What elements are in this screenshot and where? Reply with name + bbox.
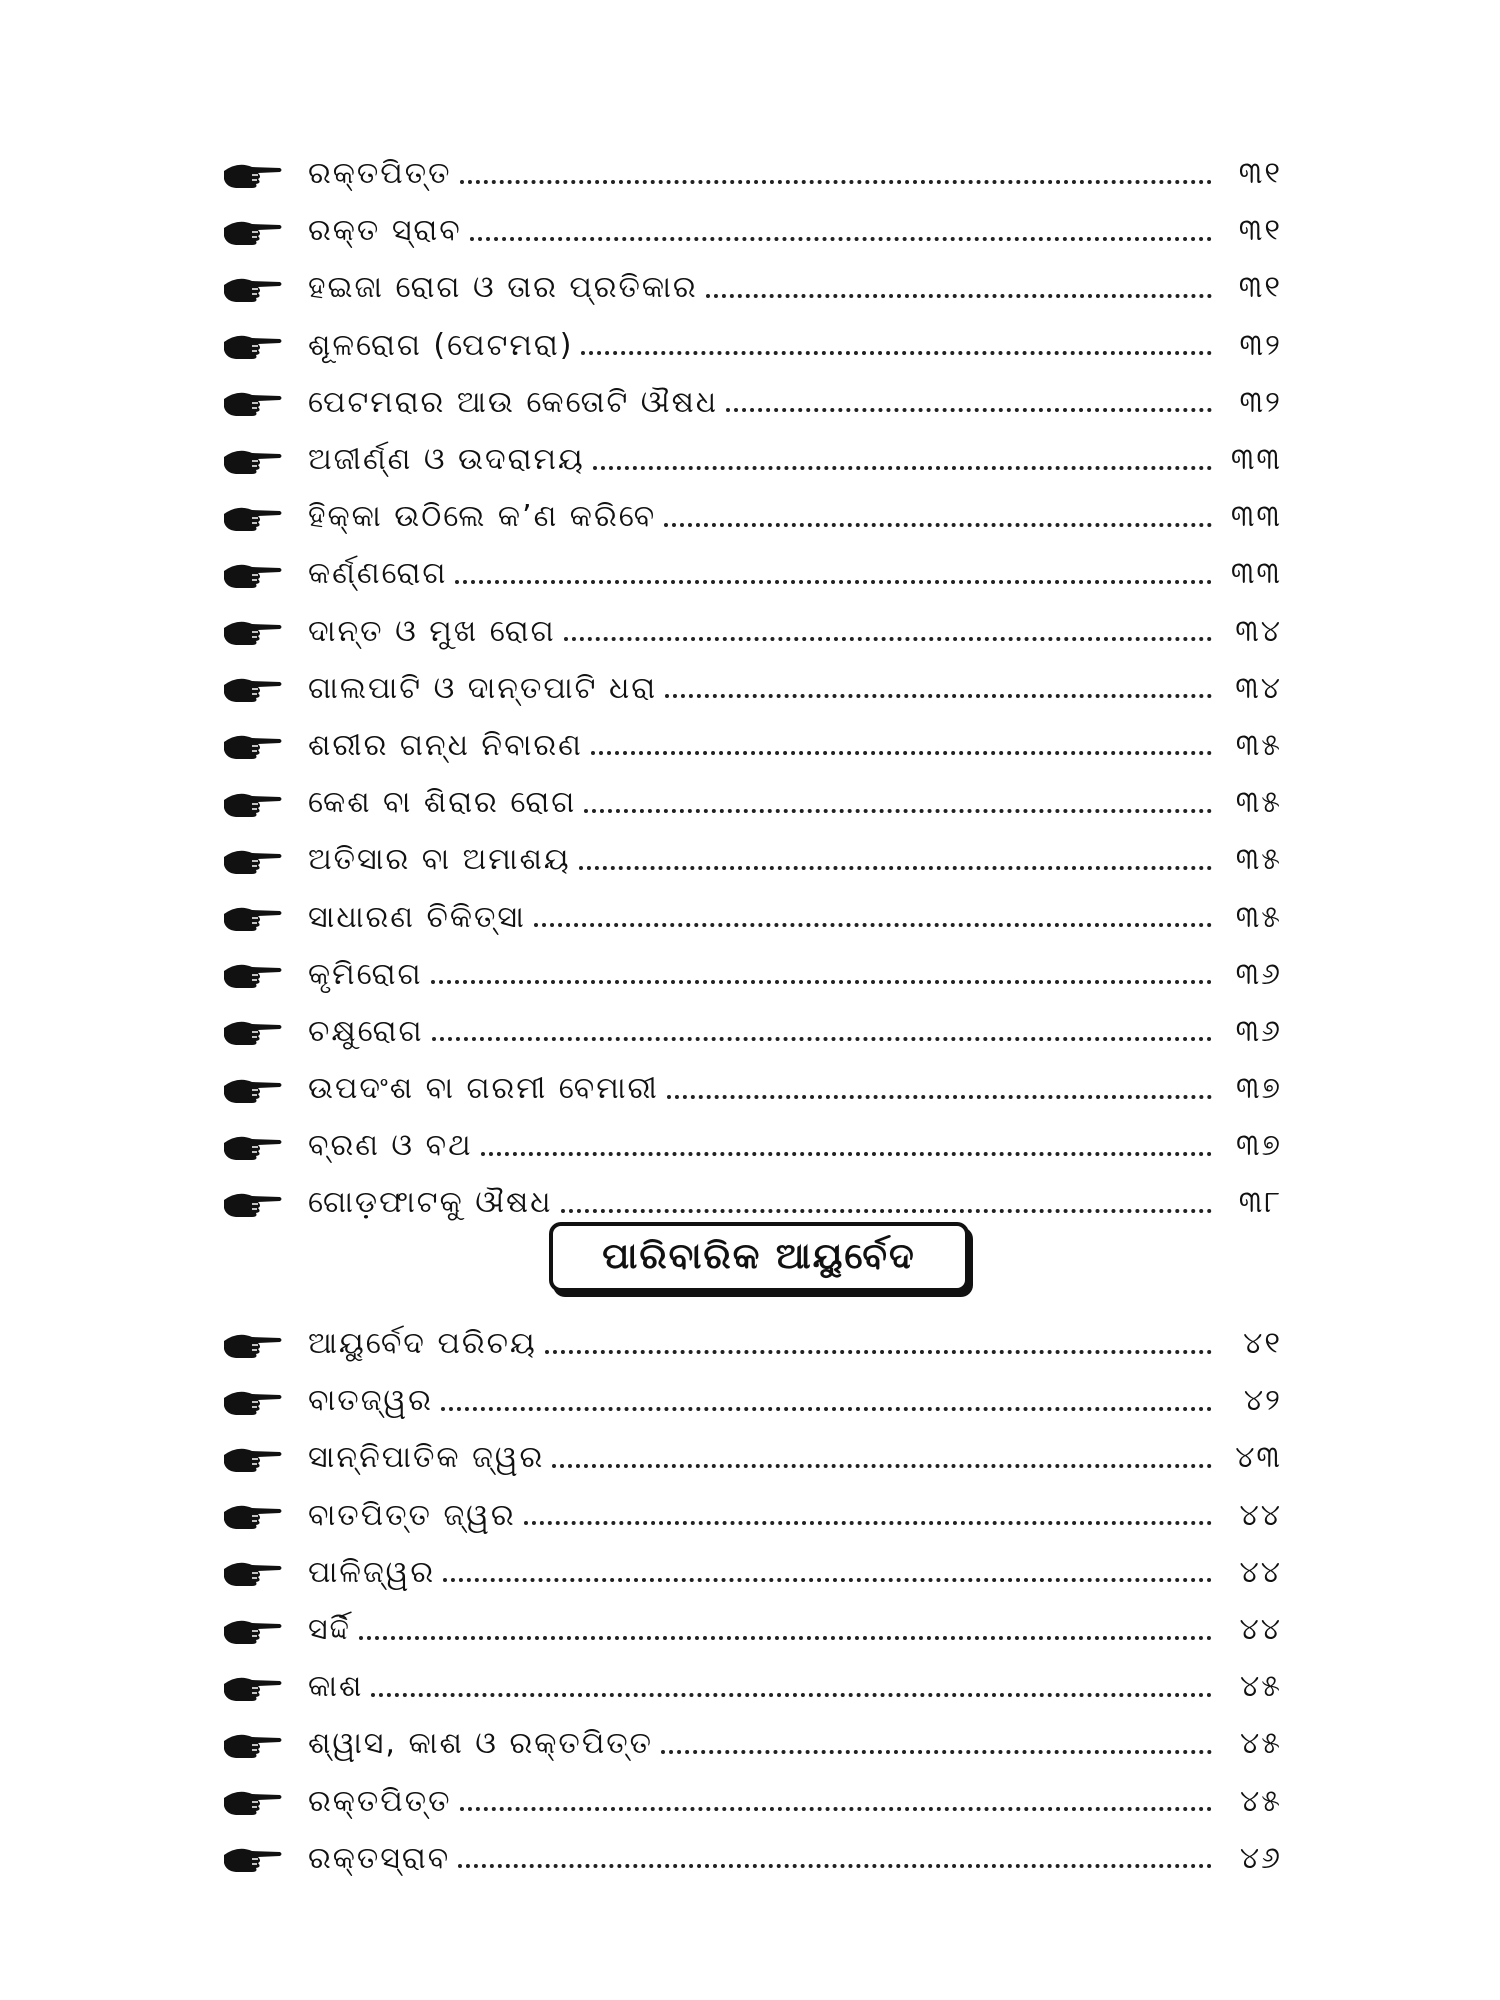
toc-entry-title: ଶ୍ୱାସ, କାଶ ଓ ରକ୍ତପିତ୍ତ (308, 1726, 654, 1762)
pointing-hand-icon (222, 1670, 284, 1704)
toc-entry-title: କାଶ (308, 1669, 364, 1705)
pointing-hand-icon (222, 1727, 284, 1761)
toc-entry-title: ପାଳିଜ୍ୱର (308, 1554, 436, 1590)
toc-entry-title: ଶୂଳରୋଗ (ପେଟମରା) (308, 327, 574, 363)
pointing-hand-icon (222, 1784, 284, 1818)
toc-entry-title: ବ୍ରଣ ଓ ବଥ (308, 1128, 473, 1164)
pointing-hand-icon (222, 614, 284, 648)
dotted-leader (564, 637, 1212, 641)
toc-entry (222, 259, 1282, 316)
dotted-leader (581, 351, 1212, 355)
toc-page-number: ୪୫ (1240, 1669, 1282, 1705)
toc-entry-title: ସାନ୍ନିପାତିକ ଜ୍ୱର (308, 1440, 545, 1476)
toc-entry (222, 202, 1282, 259)
pointing-hand-icon (222, 443, 284, 477)
dotted-leader (579, 866, 1212, 870)
toc-entry (222, 888, 1282, 945)
pointing-hand-icon (222, 157, 284, 191)
dotted-leader (458, 1864, 1212, 1868)
pointing-hand-icon (222, 1072, 284, 1106)
dotted-leader (665, 694, 1212, 698)
toc-page-number: ୪୬ (1239, 1840, 1282, 1876)
toc-entry (222, 717, 1282, 774)
pointing-hand-icon (222, 786, 284, 820)
pointing-hand-icon (222, 1327, 284, 1361)
pointing-hand-icon (222, 1384, 284, 1418)
toc-entry (222, 660, 1282, 717)
toc-page-number: ୩୬ (1235, 1013, 1282, 1049)
toc-entry-title: ସାଧାରଣ ଚିକିତ୍ସା (308, 899, 526, 935)
toc-entry-title: ହଇଜା ରୋଗ ଓ ତାର ପ୍ରତିକାର (308, 270, 698, 306)
pointing-hand-icon (222, 900, 284, 934)
section-heading-box (549, 1222, 969, 1292)
pointing-hand-icon (222, 671, 284, 705)
toc-entry (222, 545, 1282, 602)
toc-entry-title: ଶରୀର ଗନ୍ଧ ନିବାରଣ (308, 727, 583, 763)
toc-entry-title: ଦାନ୍ତ ଓ ମୁଖ ରୋଗ (308, 613, 556, 649)
dotted-leader (667, 1095, 1212, 1099)
toc-entry-title: ହିକ୍‌କା ଉଠିଲେ କ’ଣ କରିବେ (308, 499, 657, 535)
dotted-leader (460, 180, 1212, 184)
toc-page-number: ୩୮ (1238, 1185, 1282, 1221)
toc-page-number: ୩୬ (1235, 956, 1282, 992)
toc-entry-title: ରକ୍ତପିତ୍ତ (308, 1783, 452, 1819)
table-of-contents-section-2 (222, 1315, 1282, 1887)
pointing-hand-icon (222, 1129, 284, 1163)
toc-entry-title: ବାତପିତ୍ତ ଜ୍ୱର (308, 1497, 516, 1533)
toc-entry-title: ରକ୍ତସ୍ରାବ (308, 1840, 451, 1876)
toc-page-number: ୩୨ (1239, 327, 1282, 363)
toc-page-number: ୩୧ (1238, 213, 1282, 249)
pointing-hand-icon (222, 1613, 284, 1647)
dotted-leader (534, 923, 1212, 927)
pointing-hand-icon (222, 1498, 284, 1532)
toc-entry-title: ରକ୍ତ ସ୍ରାବ (308, 213, 462, 249)
dotted-leader (591, 751, 1212, 755)
dotted-leader (432, 1037, 1213, 1041)
dotted-leader (371, 1693, 1212, 1697)
dotted-leader (441, 1407, 1212, 1411)
section-heading-text: ପାରିବାରିକ ଆୟୁର୍ବେଦ (602, 1236, 916, 1277)
toc-entry-title: ରକ୍ତପିତ୍ତ (308, 156, 452, 192)
toc-page-number: ୪୩ (1235, 1440, 1282, 1476)
toc-entry-title: ଗୋଡ଼ଫାଟକୁ ଔଷଧ (308, 1185, 553, 1221)
pointing-hand-icon (222, 1014, 284, 1048)
toc-entry (222, 1003, 1282, 1060)
dotted-leader (561, 1209, 1213, 1213)
toc-entry (222, 1715, 1282, 1772)
toc-entry-title: ଗାଲପାଟି ଓ ଦାନ୍ତପାଟି ଧରା (308, 670, 658, 706)
dotted-leader (443, 1578, 1212, 1582)
dotted-leader (593, 466, 1212, 470)
toc-entry (222, 145, 1282, 202)
toc-entry-title: ଅଜୀର୍ଣ୍ଣ ଓ ଉଦରାମୟ (308, 442, 585, 478)
toc-entry-title: କୃମିରୋଗ (308, 956, 423, 992)
pointing-hand-icon (222, 214, 284, 248)
pointing-hand-icon (222, 1841, 284, 1875)
toc-page-number: ୪୧ (1243, 1326, 1282, 1362)
toc-entry (222, 1060, 1282, 1117)
toc-entry-title: ଆୟୁର୍ବେଦ ପରିଚୟ (308, 1326, 537, 1362)
toc-entry-title: ସର୍ଦ୍ଦି (308, 1612, 352, 1648)
dotted-leader (584, 809, 1212, 813)
dotted-leader (470, 237, 1212, 241)
pointing-hand-icon (222, 328, 284, 362)
pointing-hand-icon (222, 385, 284, 419)
toc-entry (222, 603, 1282, 660)
dotted-leader (455, 580, 1212, 584)
toc-entry-title: ପେଟମରାର ଆଉ କେତୋଟି ଔଷଧ (308, 384, 719, 420)
dotted-leader (664, 523, 1212, 527)
table-of-contents-section-1 (222, 145, 1282, 1232)
toc-page-number: ୩୨ (1239, 384, 1282, 420)
toc-entry (222, 1544, 1282, 1601)
toc-entry-title: ବାତଜ୍ୱର (308, 1383, 433, 1419)
toc-page-number: ୪୫ (1240, 1726, 1282, 1762)
toc-entry (222, 1487, 1282, 1544)
dotted-leader (726, 408, 1212, 412)
toc-entry (222, 431, 1282, 488)
toc-page-number: ୩୩ (1230, 499, 1282, 535)
pointing-hand-icon (222, 1441, 284, 1475)
toc-page-number: ୩୪ (1235, 613, 1282, 649)
toc-page-number: ୩୫ (1235, 785, 1282, 821)
toc-page-number: ୪୨ (1243, 1383, 1282, 1419)
pointing-hand-icon (222, 957, 284, 991)
dotted-leader (552, 1464, 1212, 1468)
toc-entry (222, 946, 1282, 1003)
toc-entry (222, 1429, 1282, 1486)
toc-entry (222, 1601, 1282, 1658)
toc-entry-title: କେଶ ବା ଶିରାର ରୋଗ (308, 785, 577, 821)
toc-entry (222, 1372, 1282, 1429)
pointing-hand-icon (222, 728, 284, 762)
toc-page-number: ୩୭ (1236, 1071, 1282, 1107)
pointing-hand-icon (222, 843, 284, 877)
toc-entry-title: ଉପଦଂଶ ବା ଗରମୀ ବେମାରୀ (308, 1071, 659, 1107)
pointing-hand-icon (222, 1186, 284, 1220)
toc-entry (222, 488, 1282, 545)
toc-entry (222, 831, 1282, 888)
toc-entry (222, 1117, 1282, 1174)
pointing-hand-icon (222, 500, 284, 534)
toc-page-number: ୩୫ (1235, 899, 1282, 935)
toc-entry (222, 1658, 1282, 1715)
dotted-leader (545, 1350, 1212, 1354)
dotted-leader (661, 1750, 1212, 1754)
toc-page-number: ୩୫ (1235, 727, 1282, 763)
toc-page-number: ୪୫ (1240, 1783, 1282, 1819)
toc-page-number: ୩୫ (1235, 842, 1282, 878)
toc-page-number: ୩୧ (1238, 270, 1282, 306)
toc-page-number: ୩୩ (1230, 442, 1282, 478)
dotted-leader (706, 294, 1212, 298)
toc-entry (222, 317, 1282, 374)
toc-entry (222, 1315, 1282, 1372)
toc-page-number: ୪୪ (1239, 1612, 1282, 1648)
dotted-leader (460, 1807, 1212, 1811)
toc-page-number: ୩୭ (1236, 1128, 1282, 1164)
toc-page-number: ୪୪ (1239, 1554, 1282, 1590)
dotted-leader (431, 980, 1212, 984)
dotted-leader (524, 1521, 1212, 1525)
toc-entry (222, 1773, 1282, 1830)
toc-entry (222, 374, 1282, 431)
dotted-leader (481, 1152, 1212, 1156)
pointing-hand-icon (222, 271, 284, 305)
toc-page-number: ୩୧ (1238, 156, 1282, 192)
toc-entry (222, 1830, 1282, 1887)
dotted-leader (359, 1636, 1212, 1640)
toc-page-number: ୪୪ (1239, 1497, 1282, 1533)
toc-entry-title: ଚକ୍ଷୁରୋଗ (308, 1013, 424, 1049)
toc-entry-title: ଅତିସାର ବା ଅମାଶୟ (308, 842, 571, 878)
toc-page-number: ୩୪ (1235, 670, 1282, 706)
toc-entry (222, 774, 1282, 831)
toc-page-number: ୩୩ (1230, 556, 1282, 592)
pointing-hand-icon (222, 1555, 284, 1589)
pointing-hand-icon (222, 557, 284, 591)
toc-entry-title: କର୍ଣ୍ଣରୋଗ (308, 556, 448, 592)
